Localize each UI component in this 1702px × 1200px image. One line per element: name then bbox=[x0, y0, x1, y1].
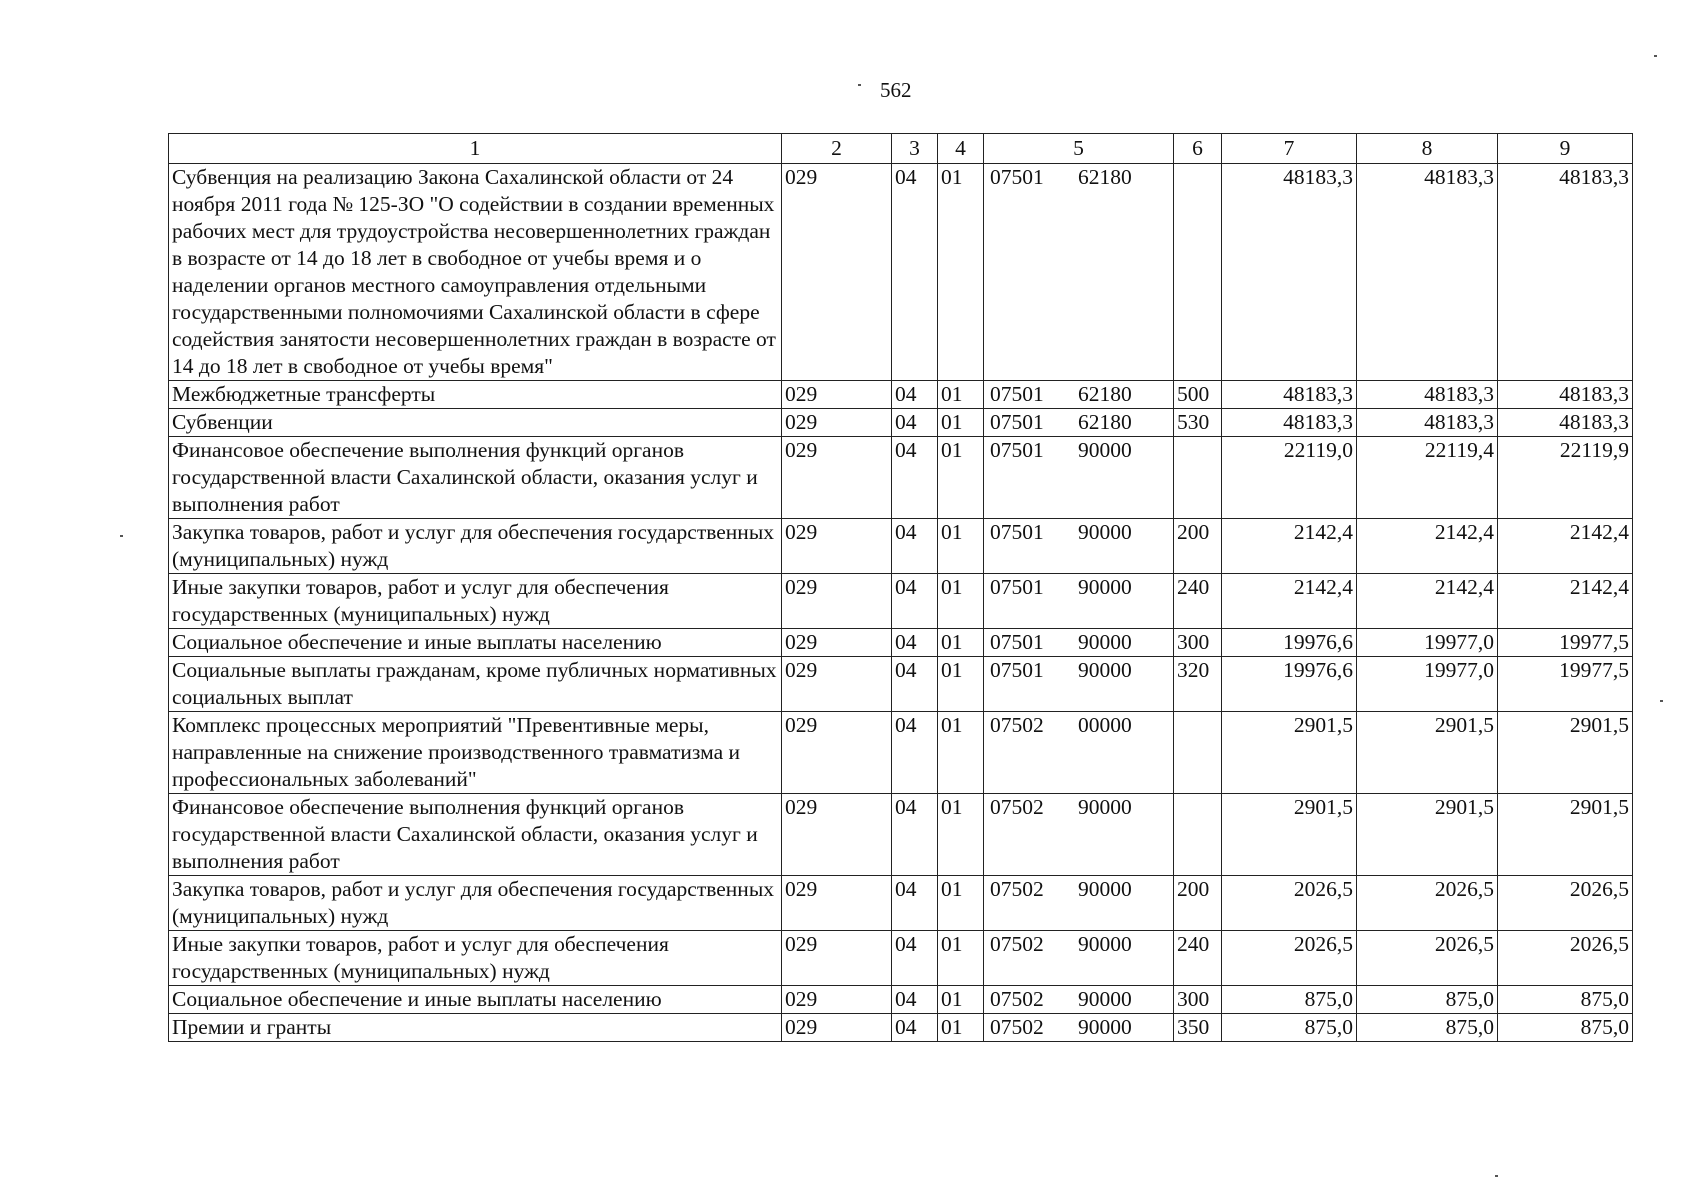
column-header: 6 bbox=[1174, 134, 1222, 164]
amount-col8: 48183,3 bbox=[1357, 409, 1498, 437]
table-row bbox=[169, 164, 1633, 381]
subsection-code: 01 bbox=[938, 1014, 984, 1042]
section-code: 04 bbox=[892, 931, 938, 986]
amount-col9: 2142,4 bbox=[1498, 519, 1633, 574]
amount-col7: 2901,5 bbox=[1222, 794, 1357, 876]
subsection-code: 01 bbox=[938, 519, 984, 574]
ministry-code: 029 bbox=[782, 1014, 892, 1042]
section-code: 04 bbox=[892, 712, 938, 794]
target-article-code: 07501 62180 bbox=[984, 164, 1174, 381]
ministry-code: 029 bbox=[782, 574, 892, 629]
target-article-code: 07502 90000 bbox=[984, 986, 1174, 1014]
section-code: 04 bbox=[892, 1014, 938, 1042]
table-row bbox=[169, 986, 1633, 1014]
scan-speck bbox=[1660, 700, 1663, 702]
target-article-code: 07501 62180 bbox=[984, 381, 1174, 409]
expense-type-code: 200 bbox=[1174, 876, 1222, 931]
amount-col9: 2026,5 bbox=[1498, 876, 1633, 931]
amount-col8: 22119,4 bbox=[1357, 437, 1498, 519]
amount-col8: 48183,3 bbox=[1357, 381, 1498, 409]
ministry-code: 029 bbox=[782, 164, 892, 381]
expense-type-code bbox=[1174, 712, 1222, 794]
row-description: Иные закупки товаров, работ и услуг для обеспечения государственных (муниципальных) нужд bbox=[169, 931, 782, 986]
expense-type-code bbox=[1174, 164, 1222, 381]
section-code: 04 bbox=[892, 164, 938, 381]
subsection-code: 01 bbox=[938, 876, 984, 931]
column-header: 5 bbox=[984, 134, 1174, 164]
ministry-code: 029 bbox=[782, 876, 892, 931]
expense-type-code: 320 bbox=[1174, 657, 1222, 712]
subsection-code: 01 bbox=[938, 657, 984, 712]
row-description: Иные закупки товаров, работ и услуг для обеспечения государственных (муниципальных) нужд bbox=[169, 574, 782, 629]
amount-col9: 2142,4 bbox=[1498, 574, 1633, 629]
table-row bbox=[169, 876, 1633, 931]
table-row bbox=[169, 931, 1633, 986]
section-code: 04 bbox=[892, 437, 938, 519]
table-row bbox=[169, 629, 1633, 657]
amount-col9: 2901,5 bbox=[1498, 712, 1633, 794]
amount-col9: 22119,9 bbox=[1498, 437, 1633, 519]
amount-col7: 875,0 bbox=[1222, 1014, 1357, 1042]
expense-type-code bbox=[1174, 794, 1222, 876]
target-article-code: 07501 62180 bbox=[984, 409, 1174, 437]
amount-col7: 48183,3 bbox=[1222, 409, 1357, 437]
amount-col8: 19977,0 bbox=[1357, 657, 1498, 712]
subsection-code: 01 bbox=[938, 437, 984, 519]
amount-col8: 875,0 bbox=[1357, 1014, 1498, 1042]
amount-col9: 19977,5 bbox=[1498, 657, 1633, 712]
section-code: 04 bbox=[892, 381, 938, 409]
subsection-code: 01 bbox=[938, 986, 984, 1014]
row-description: Премии и гранты bbox=[169, 1014, 782, 1042]
row-description: Социальное обеспечение и иные выплаты населению bbox=[169, 986, 782, 1014]
column-header: 4 bbox=[938, 134, 984, 164]
amount-col9: 48183,3 bbox=[1498, 381, 1633, 409]
target-article-code: 07502 00000 bbox=[984, 712, 1174, 794]
target-article-code: 07501 90000 bbox=[984, 574, 1174, 629]
amount-col8: 2142,4 bbox=[1357, 574, 1498, 629]
amount-col9: 2901,5 bbox=[1498, 794, 1633, 876]
row-description: Комплекс процессных мероприятий "Превентивные меры, направленные на снижение производственного травматизма и профессиональных заболеваний" bbox=[169, 712, 782, 794]
amount-col7: 22119,0 bbox=[1222, 437, 1357, 519]
ministry-code: 029 bbox=[782, 629, 892, 657]
amount-col8: 2142,4 bbox=[1357, 519, 1498, 574]
column-header: 9 bbox=[1498, 134, 1633, 164]
target-article-code: 07502 90000 bbox=[984, 931, 1174, 986]
subsection-code: 01 bbox=[938, 629, 984, 657]
table-row bbox=[169, 519, 1633, 574]
table-header-row bbox=[169, 134, 1633, 164]
table-row bbox=[169, 437, 1633, 519]
section-code: 04 bbox=[892, 519, 938, 574]
column-header: 8 bbox=[1357, 134, 1498, 164]
section-code: 04 bbox=[892, 409, 938, 437]
amount-col9: 48183,3 bbox=[1498, 409, 1633, 437]
scan-speck bbox=[858, 84, 861, 86]
amount-col8: 48183,3 bbox=[1357, 164, 1498, 381]
row-description: Финансовое обеспечение выполнения функций органов государственной власти Сахалинской области, оказания услуг и выполнения работ bbox=[169, 794, 782, 876]
amount-col7: 2026,5 bbox=[1222, 876, 1357, 931]
table-row bbox=[169, 1014, 1633, 1042]
amount-col9: 875,0 bbox=[1498, 1014, 1633, 1042]
table-row bbox=[169, 794, 1633, 876]
subsection-code: 01 bbox=[938, 409, 984, 437]
ministry-code: 029 bbox=[782, 381, 892, 409]
ministry-code: 029 bbox=[782, 409, 892, 437]
expense-type-code bbox=[1174, 437, 1222, 519]
target-article-code: 07501 90000 bbox=[984, 629, 1174, 657]
table-row bbox=[169, 712, 1633, 794]
subsection-code: 01 bbox=[938, 931, 984, 986]
expense-type-code: 350 bbox=[1174, 1014, 1222, 1042]
amount-col7: 2901,5 bbox=[1222, 712, 1357, 794]
scan-speck bbox=[1654, 55, 1657, 57]
target-article-code: 07502 90000 bbox=[984, 794, 1174, 876]
row-description: Финансовое обеспечение выполнения функций органов государственной власти Сахалинской области, оказания услуг и выполнения работ bbox=[169, 437, 782, 519]
amount-col7: 19976,6 bbox=[1222, 629, 1357, 657]
ministry-code: 029 bbox=[782, 519, 892, 574]
amount-col7: 875,0 bbox=[1222, 986, 1357, 1014]
expense-type-code: 240 bbox=[1174, 574, 1222, 629]
amount-col9: 19977,5 bbox=[1498, 629, 1633, 657]
section-code: 04 bbox=[892, 657, 938, 712]
section-code: 04 bbox=[892, 574, 938, 629]
ministry-code: 029 bbox=[782, 657, 892, 712]
amount-col8: 875,0 bbox=[1357, 986, 1498, 1014]
subsection-code: 01 bbox=[938, 712, 984, 794]
subsection-code: 01 bbox=[938, 381, 984, 409]
target-article-code: 07501 90000 bbox=[984, 519, 1174, 574]
scan-speck bbox=[1495, 1175, 1498, 1177]
table-row bbox=[169, 381, 1633, 409]
row-description: Закупка товаров, работ и услуг для обеспечения государственных (муниципальных) нужд bbox=[169, 519, 782, 574]
subsection-code: 01 bbox=[938, 164, 984, 381]
expense-type-code: 200 bbox=[1174, 519, 1222, 574]
row-description: Субвенции bbox=[169, 409, 782, 437]
amount-col8: 2901,5 bbox=[1357, 712, 1498, 794]
expense-type-code: 300 bbox=[1174, 986, 1222, 1014]
amount-col7: 2142,4 bbox=[1222, 519, 1357, 574]
amount-col7: 48183,3 bbox=[1222, 164, 1357, 381]
page-number: 562 bbox=[880, 78, 912, 102]
column-header: 2 bbox=[782, 134, 892, 164]
amount-col9: 48183,3 bbox=[1498, 164, 1633, 381]
ministry-code: 029 bbox=[782, 437, 892, 519]
scan-speck bbox=[120, 535, 123, 537]
amount-col7: 2026,5 bbox=[1222, 931, 1357, 986]
row-description: Закупка товаров, работ и услуг для обеспечения государственных (муниципальных) нужд bbox=[169, 876, 782, 931]
expense-type-code: 300 bbox=[1174, 629, 1222, 657]
amount-col7: 19976,6 bbox=[1222, 657, 1357, 712]
row-description: Социальное обеспечение и иные выплаты населению bbox=[169, 629, 782, 657]
column-header: 1 bbox=[169, 134, 782, 164]
row-description: Субвенция на реализацию Закона Сахалинской области от 24 ноября 2011 года № 125-ЗО "О содействии в создании временных рабочих мест для трудоустройства несовершеннолетних граждан в возрасте от 14 до 18 лет в свободное от учебы время и о наделении органов местного самоуправления отдельными государственными полномочиями Сахалинской области в сфере содействия занятости несовершеннолетних граждан в возрасте от 14 до 18 лет в свободное от учебы время" bbox=[169, 164, 782, 381]
row-description: Межбюджетные трансферты bbox=[169, 381, 782, 409]
target-article-code: 07502 90000 bbox=[984, 1014, 1174, 1042]
subsection-code: 01 bbox=[938, 794, 984, 876]
column-header: 3 bbox=[892, 134, 938, 164]
table-row bbox=[169, 657, 1633, 712]
table-row bbox=[169, 409, 1633, 437]
row-description: Социальные выплаты гражданам, кроме публичных нормативных социальных выплат bbox=[169, 657, 782, 712]
expense-type-code: 530 bbox=[1174, 409, 1222, 437]
amount-col8: 2901,5 bbox=[1357, 794, 1498, 876]
target-article-code: 07502 90000 bbox=[984, 876, 1174, 931]
section-code: 04 bbox=[892, 794, 938, 876]
column-header: 7 bbox=[1222, 134, 1357, 164]
expense-type-code: 500 bbox=[1174, 381, 1222, 409]
target-article-code: 07501 90000 bbox=[984, 657, 1174, 712]
amount-col8: 19977,0 bbox=[1357, 629, 1498, 657]
section-code: 04 bbox=[892, 876, 938, 931]
ministry-code: 029 bbox=[782, 931, 892, 986]
amount-col7: 2142,4 bbox=[1222, 574, 1357, 629]
target-article-code: 07501 90000 bbox=[984, 437, 1174, 519]
amount-col8: 2026,5 bbox=[1357, 931, 1498, 986]
ministry-code: 029 bbox=[782, 794, 892, 876]
ministry-code: 029 bbox=[782, 986, 892, 1014]
amount-col7: 48183,3 bbox=[1222, 381, 1357, 409]
table-row bbox=[169, 574, 1633, 629]
amount-col8: 2026,5 bbox=[1357, 876, 1498, 931]
amount-col9: 875,0 bbox=[1498, 986, 1633, 1014]
budget-table bbox=[168, 133, 1633, 1042]
subsection-code: 01 bbox=[938, 574, 984, 629]
section-code: 04 bbox=[892, 629, 938, 657]
section-code: 04 bbox=[892, 986, 938, 1014]
ministry-code: 029 bbox=[782, 712, 892, 794]
expense-type-code: 240 bbox=[1174, 931, 1222, 986]
amount-col9: 2026,5 bbox=[1498, 931, 1633, 986]
